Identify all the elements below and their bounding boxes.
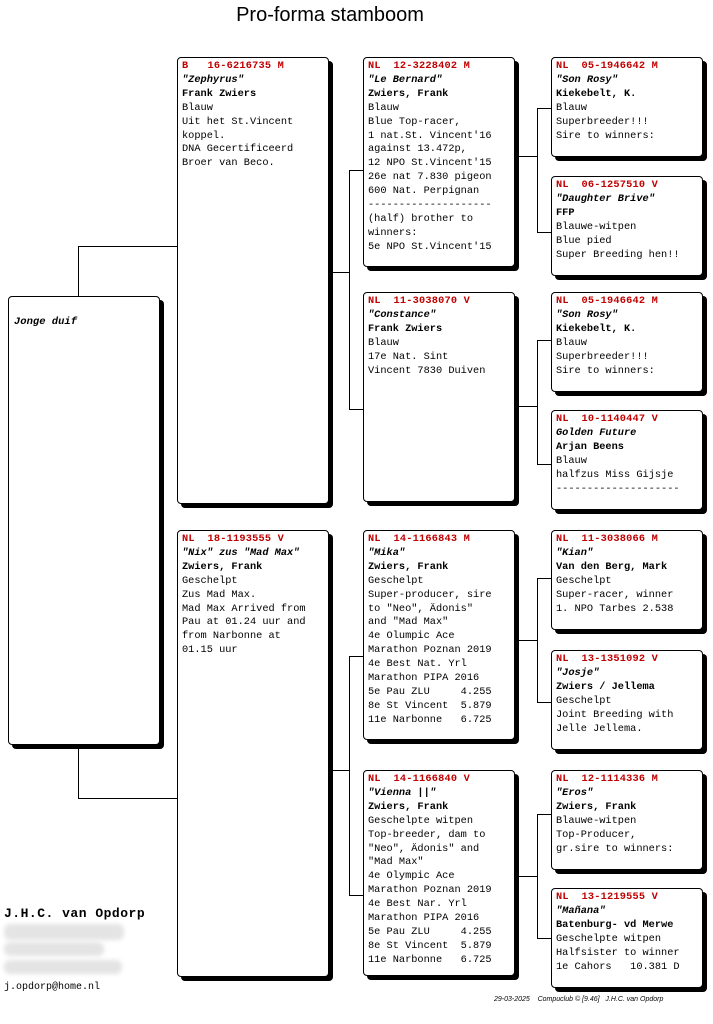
info-line: (half) brother to [368,212,474,225]
pigeon-name: "Josje" [556,666,600,679]
pigeon-name: "Constance" [368,308,436,321]
pigeon-name: Golden Future [556,426,637,439]
connector-line [78,798,178,799]
info-line: Blue pied [556,234,612,247]
connector-line [537,814,538,939]
ring-number: NL 12-1114336 M [556,773,659,785]
info-line: 8e St Vincent 5.879 [368,699,492,712]
info-line: 1e Cahors 10.381 D [556,960,680,973]
connector-line [515,876,537,877]
info-line: Blauwe-witpen [556,814,637,827]
info-line: "Mad Max" [368,856,424,869]
info-line: -------------------- [368,199,492,212]
info-line: to "Neo", Ädonis" [368,602,474,615]
ring-number: NL 11-3038070 V [368,295,471,307]
info-line: Sire to winners: [556,364,655,377]
pigeon-name: "Zephyrus" [182,73,244,86]
info-line: koppel. [182,129,226,142]
info-line: Blauw [556,454,587,467]
info-line: Blauw [368,101,399,114]
info-line: Blauw [556,336,587,349]
info-line: 17e Nat. Sint [368,350,449,363]
pedigree-card-mm[interactable] [363,770,515,976]
footer-text: 29-03-2025 Compuclub © [9.46] J.H.C. van Opdorp [494,996,664,1003]
info-line: -------------------- [556,482,680,495]
owner-name: FFP [556,206,575,219]
info-line: Uit het St.Vincent [182,115,294,128]
info-line: Sire to winners: [556,129,655,142]
pedigree-card-mff[interactable] [551,530,703,630]
connector-line [537,938,551,939]
info-line: Joint Breeding with [556,708,674,721]
owner-name: Zwiers, Frank [368,87,449,100]
pedigree-card-mmm[interactable] [551,888,703,988]
owner-name: Kiekebelt, K. [556,322,637,335]
owner-name: Arjan Beens [556,440,624,453]
owner-name: Frank Zwiers [368,322,443,335]
info-line: Blauw [556,101,587,114]
pigeon-name: "Le Bernard" [368,73,443,86]
pedigree-card-fm[interactable] [363,292,515,502]
pigeon-name: "Nix" zus "Mad Max" [182,546,300,559]
subject-label: Jonge duif [14,316,78,328]
subject-card[interactable] [8,296,160,745]
info-line: 600 Nat. Perpignan [368,185,480,198]
info-line: 1. NPO Tarbes 2.538 [556,602,674,615]
info-line: Top-breeder, dam to [368,828,486,841]
connector-line [537,340,551,341]
info-line: Blauw [182,101,213,114]
connector-line [537,108,551,109]
owner-name: Zwiers, Frank [368,560,449,573]
info-line: Mad Max Arrived from [182,602,306,615]
pedigree-card-ff[interactable] [363,57,515,267]
pedigree-card-fmm[interactable] [551,410,703,510]
info-line: 4e Olympic Ace [368,870,455,883]
ring-number: NL 13-1351092 V [556,653,659,665]
info-line: DNA Gecertificeerd [182,143,294,156]
info-line: Geschelpt [182,574,238,587]
info-line: gr.sire to winners: [556,842,674,855]
info-line: Superbreeder!!! [556,115,649,128]
info-line: 4e Best Nat. Yrl [368,658,467,671]
info-line: 4e Best Nar. Yrl [368,898,467,911]
owner-name: Van den Berg, Mark [556,560,668,573]
info-line: Geschelpte witpen [556,932,662,945]
info-line: Super-producer, sire [368,588,492,601]
owner-name: Zwiers, Frank [368,800,449,813]
info-line: Pau at 01.24 uur and [182,616,306,629]
connector-line [515,640,537,641]
ring-number: NL 14-1166843 M [368,533,471,545]
owner-name: Zwiers / Jellema [556,680,655,693]
info-line: Zus Mad Max. [182,588,257,601]
connector-line [349,409,363,410]
pigeon-name: "Eros" [556,786,594,799]
pedigree-card-mfm[interactable] [551,650,703,750]
connector-line [537,232,551,233]
redacted-address [4,924,124,940]
info-line: Vincent 7830 Duiven [368,364,486,377]
info-line: halfzus Miss Gijsje [556,468,674,481]
connector-line [329,770,349,771]
connector-line [537,464,551,465]
info-line: Blauw [368,336,399,349]
info-line: Geschelpt [556,694,612,707]
ring-number: NL 13-1219555 V [556,891,659,903]
info-line: 26e nat 7.830 pigeon [368,171,492,184]
ring-number: NL 05-1946642 M [556,295,659,307]
info-line: against 13.472p, [368,143,467,156]
info-line: 1 nat.St. Vincent'16 [368,129,492,142]
ring-number: NL 14-1166840 V [368,773,471,785]
info-line: Broer van Beco. [182,157,275,170]
info-line: Superbreeder!!! [556,350,649,363]
pedigree-card-mother[interactable] [177,530,329,977]
info-line: Blauwe-witpen [556,220,637,233]
pigeon-name: "Mika" [368,546,406,559]
connector-line [515,406,537,407]
breeder-email[interactable]: j.opdorp@home.nl [4,982,101,993]
pigeon-name: "Son Rosy" [556,73,618,86]
page-title: Pro-forma stamboom [236,4,424,26]
info-line: 5e Pau ZLU 4.255 [368,685,492,698]
pedigree-card-ffm[interactable] [551,176,703,276]
info-line: and "Mad Max" [368,616,449,629]
info-line: winners: [368,226,418,239]
pigeon-name: "Kian" [556,546,594,559]
pedigree-card-fff[interactable] [551,57,703,157]
ring-number: NL 10-1140447 V [556,413,659,425]
pigeon-name: "Vienna ||" [368,786,436,799]
info-line: "Neo", Ädonis" and [368,842,480,855]
info-line: 01.15 uur [182,644,238,657]
info-line: Super Breeding hen!! [556,248,680,261]
ring-number: NL 12-3228402 M [368,60,471,72]
info-line: 12 NPO St.Vincent'15 [368,157,492,170]
info-line: from Narbonne at [182,630,281,643]
connector-line [537,578,538,703]
owner-name: Zwiers, Frank [182,560,263,573]
connector-line [349,170,363,171]
pedigree-card-mf[interactable] [363,530,515,740]
info-line: Halfsister to winner [556,946,680,959]
connector-line [537,340,538,465]
connector-line [537,814,551,815]
info-line: Blue Top-racer, [368,115,461,128]
connector-line [349,656,363,657]
ring-number: B 16-6216735 M [182,60,285,72]
connector-line [78,746,79,798]
connector-line [349,656,350,896]
connector-line [537,702,551,703]
connector-line [515,156,537,157]
connector-line [537,108,538,233]
redacted-address [4,960,122,974]
connector-line [349,170,350,410]
connector-line [78,246,79,298]
info-line: 4e Olumpic Ace [368,630,455,643]
pigeon-name: "Son Rosy" [556,308,618,321]
info-line: Geschelpte witpen [368,814,474,827]
info-line: Marathon PIPA 2016 [368,672,480,685]
info-line: Marathon Poznan 2019 [368,884,492,897]
connector-line [537,578,551,579]
ring-number: NL 11-3038066 M [556,533,659,545]
info-line: Geschelpt [368,574,424,587]
info-line: Top-Producer, [556,828,637,841]
info-line: 11e Narbonne 6.725 [368,953,492,966]
pigeon-name: "Mañana" [556,904,606,917]
info-line: 5e Pau ZLU 4.255 [368,925,492,938]
info-line: 11e Narbonne 6.725 [368,713,492,726]
connector-line [329,272,349,273]
pedigree-card-mmf[interactable] [551,770,703,870]
ring-number: NL 05-1946642 M [556,60,659,72]
connector-line [349,895,363,896]
info-line: 5e NPO St.Vincent'15 [368,240,492,253]
info-line: Super-racer, winner [556,588,674,601]
pedigree-card-father[interactable] [177,57,329,504]
redacted-address [4,942,104,956]
breeder-name: J.H.C. van Opdorp [4,906,146,921]
info-line: Geschelpt [556,574,612,587]
info-line: 8e St Vincent 5.879 [368,939,492,952]
pedigree-card-fmf[interactable] [551,292,703,392]
ring-number: NL 18-1193555 V [182,533,285,545]
connector-line [78,246,178,247]
info-line: Marathon PIPA 2016 [368,912,480,925]
pigeon-name: "Daughter Brive" [556,192,655,205]
owner-name: Frank Zwiers [182,87,257,100]
info-line: Jelle Jellema. [556,722,643,735]
owner-name: Zwiers, Frank [556,800,637,813]
owner-name: Kiekebelt, K. [556,87,637,100]
owner-name: Batenburg- vd Merwe [556,918,674,931]
ring-number: NL 06-1257510 V [556,179,659,191]
info-line: Marathon Poznan 2019 [368,644,492,657]
